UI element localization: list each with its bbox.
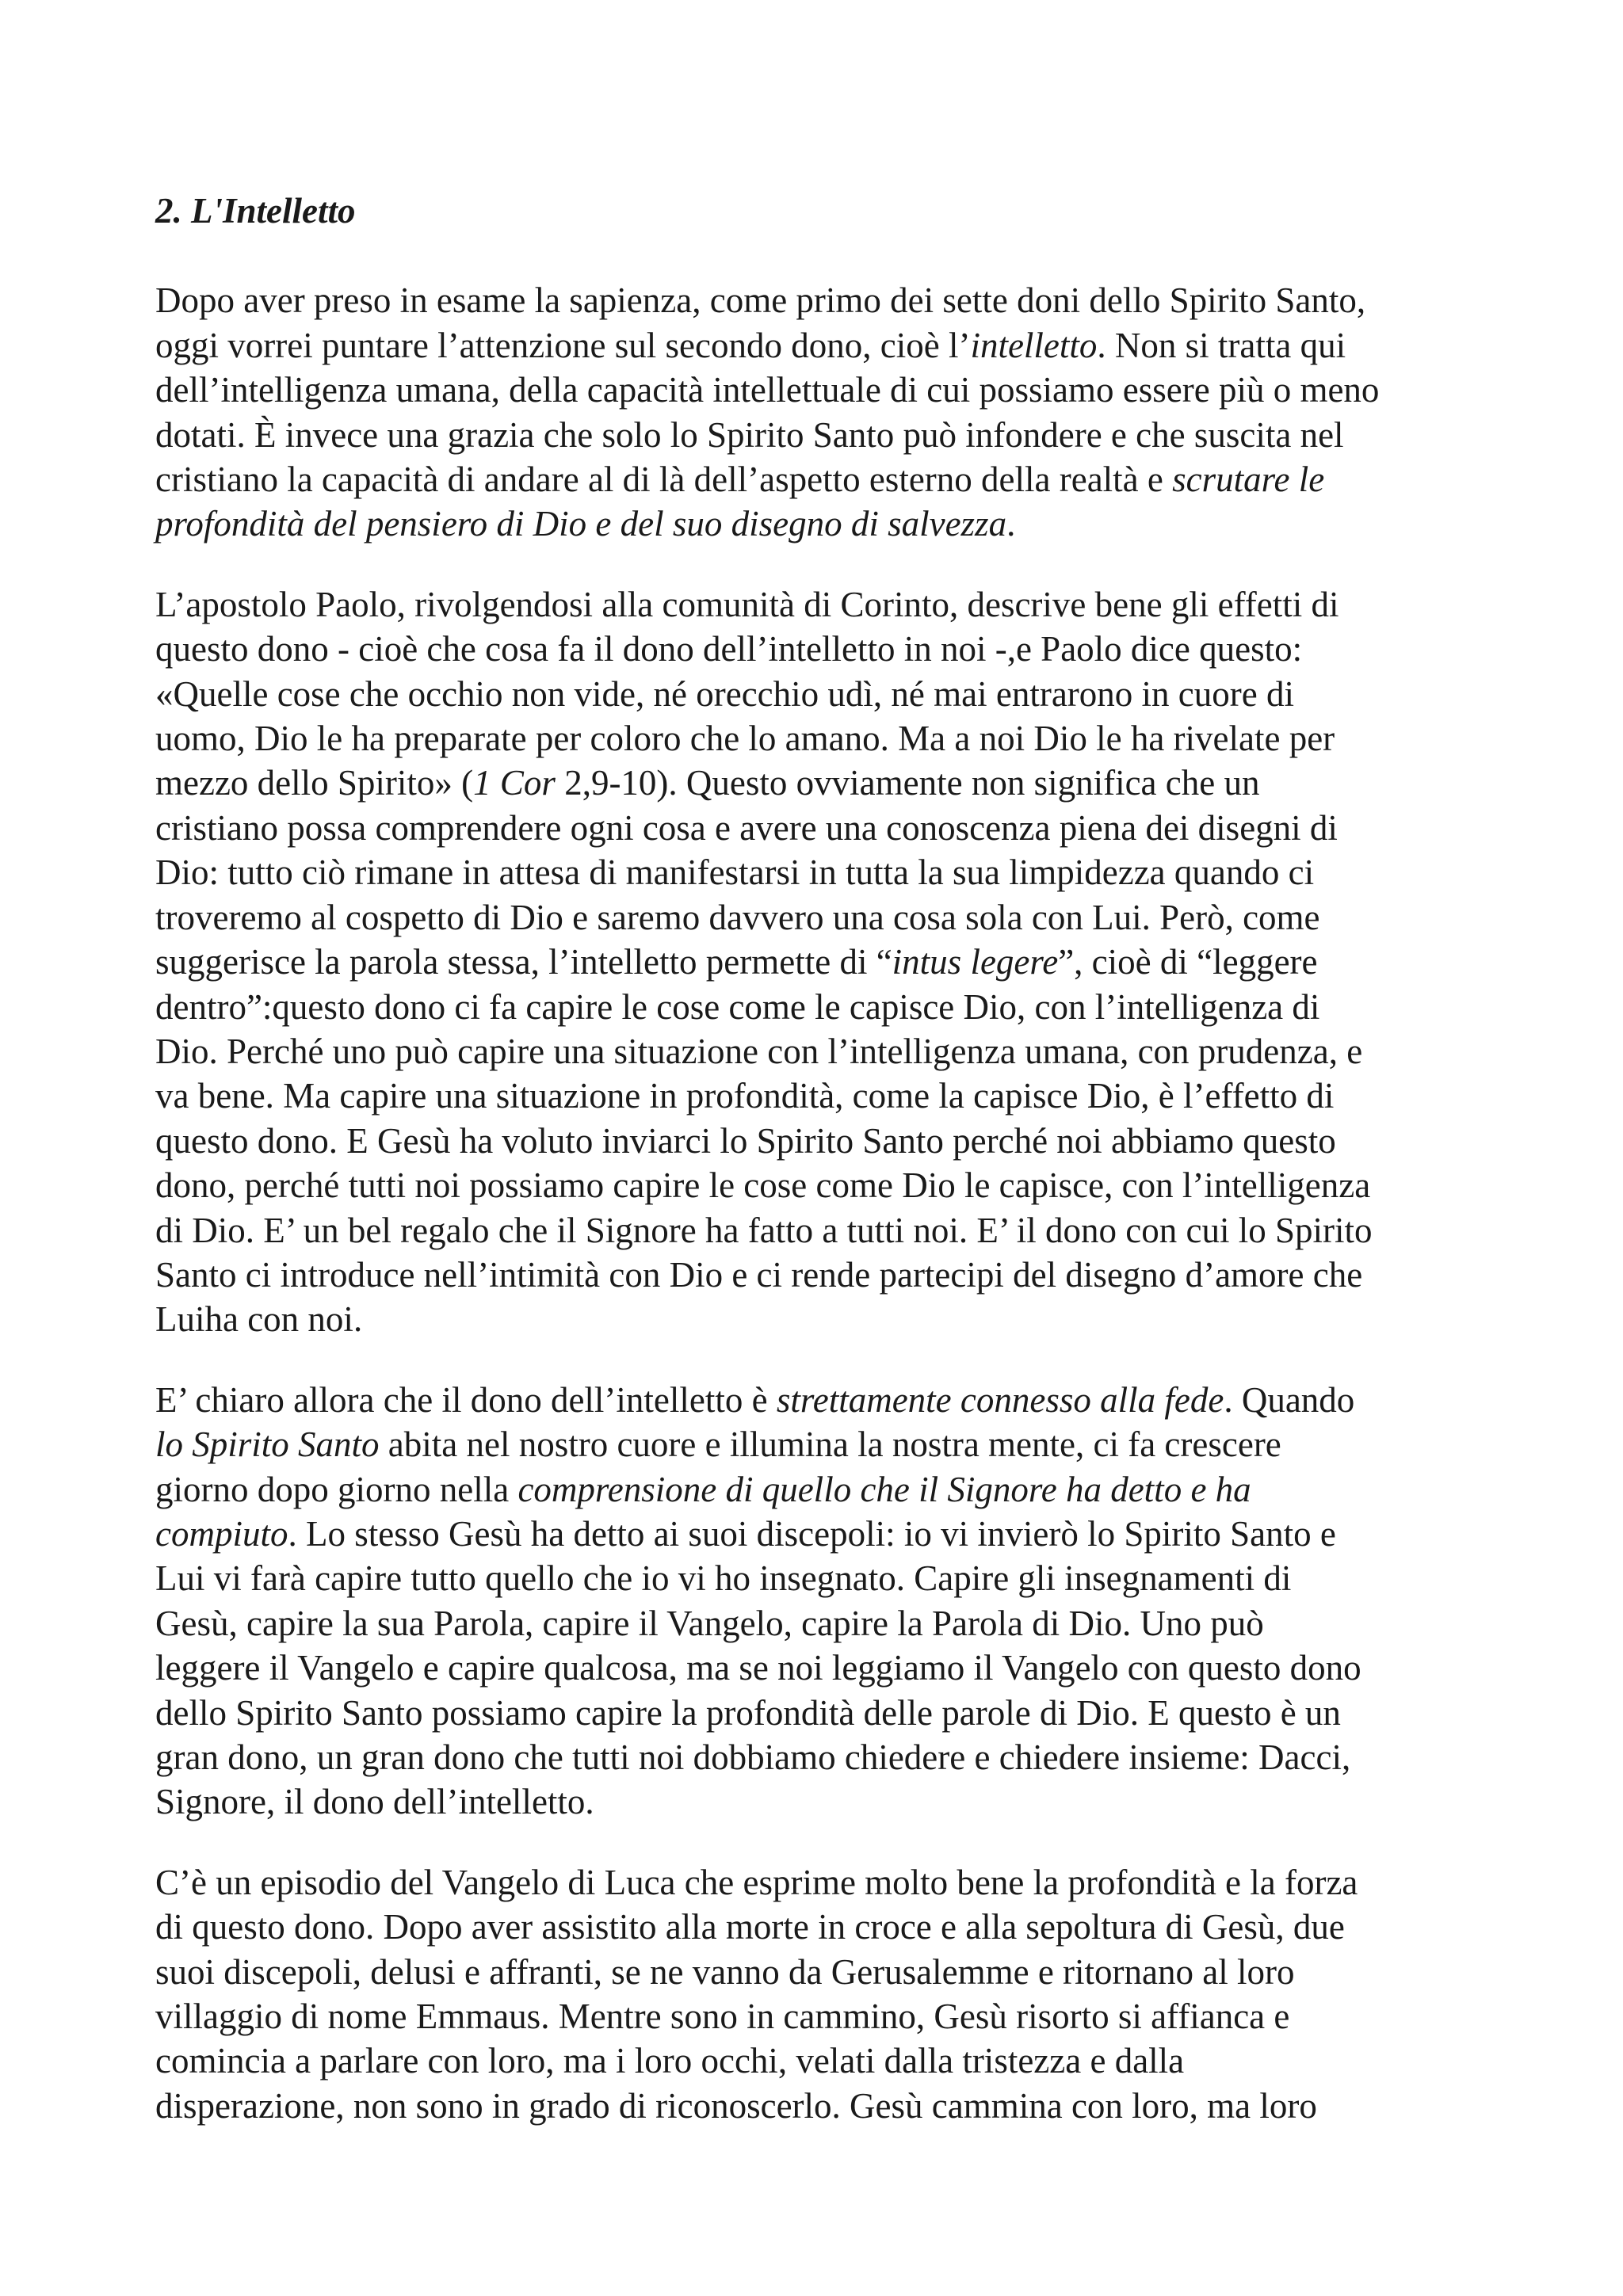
text-run: . Quando — [1224, 1379, 1355, 1420]
text-line: comincia a parlare con loro, ma i loro occhi, velati dalla tristezza e dalla — [155, 2041, 1185, 2081]
text-line: va bene. Ma capire una situazione in profondità, come la capisce Dio, è l’effetto di — [155, 1076, 1335, 1116]
text-run: abita nel nostro cuore e illumina la nostra mente, ci fa crescere — [379, 1425, 1281, 1465]
italic-phrase: compiuto — [155, 1513, 288, 1554]
text-line: dono, perché tutti noi possiamo capire le cose come Dio le capisce, con l’intelligenza — [155, 1165, 1371, 1206]
text-line: Lui vi farà capire tutto quello che io vi ho insegnato. Capire gli insegnamenti di — [155, 1558, 1292, 1599]
text-line: L’apostolo Paolo, rivolgendosi alla comunità di Corinto, descrive bene gli effetti di — [155, 584, 1339, 624]
text-line: di Dio. E’ un bel regalo che il Signore ha fatto a tutti noi. E’ il dono con cui lo Spirito — [155, 1210, 1373, 1250]
italic-phrase: strettamente connesso alla fede — [776, 1379, 1224, 1420]
text-line: gran dono, un gran dono che tutti noi dobbiamo chiedere e chiedere insieme: Dacci, — [155, 1737, 1351, 1777]
text-line — [155, 1422, 1471, 1466]
italic-citation: 1 Cor — [473, 763, 556, 803]
text-line: villaggio di nome Emmaus. Mentre sono in cammino, Gesù risorto si affianca e — [155, 1997, 1290, 2037]
paragraph-1 — [155, 278, 1471, 546]
text-run: 2,9-10). Questo ovviamente non significa che un — [555, 763, 1260, 803]
text-line: Dio. Perché uno può capire una situazione con l’intelligenza umana, con prudenza, e — [155, 1031, 1363, 1071]
text-line: Gesù, capire la sua Parola, capire il Vangelo, capire la Parola di Dio. Uno può — [155, 1603, 1264, 1643]
italic-phrase: comprensione di quello che il Signore ha detto e ha — [517, 1469, 1251, 1509]
paragraph-4 — [155, 1860, 1471, 2128]
italic-phrase: lo Spirito Santo — [155, 1425, 380, 1465]
text-line: dentro”:questo dono ci fa capire le cose come le capisce Dio, con l’intelligenza di — [155, 986, 1320, 1027]
text-line: suoi discepoli, delusi e affranti, se ne vanno da Gerusalemme e ritornano al loro — [155, 1951, 1295, 1992]
document-page — [155, 189, 1471, 2128]
paragraph-3 — [155, 1378, 1471, 1825]
text-run: E’ chiaro allora che il dono dell’intelletto è — [155, 1379, 777, 1420]
text-line: di questo dono. Dopo aver assistito alla morte in croce e alla sepoltura di Gesù, due — [155, 1907, 1345, 1947]
text-line: Santo ci introduce nell’intimità con Dio e ci rende partecipi del disegno d’amore che — [155, 1254, 1363, 1295]
text-line: C’è un episodio del Vangelo di Luca che esprime molto bene la profondità e la forza — [155, 1862, 1358, 1902]
text-line — [155, 457, 1471, 502]
text-line — [155, 940, 1471, 984]
text-line: disperazione, non sono in grado di riconoscerlo. Gesù cammina con loro, ma loro — [155, 2085, 1317, 2126]
text-line: dello Spirito Santo possiamo capire la profondità delle parole di Dio. E questo è un — [155, 1692, 1341, 1733]
text-run: . — [1006, 504, 1016, 544]
text-line: dell’intelligenza umana, della capacità intellettuale di cui possiamo essere più o meno — [155, 370, 1380, 410]
text-line: «Quelle cose che occhio non vide, né orecchio udì, né mai entrarono in cuore di — [155, 673, 1294, 714]
text-line: dotati. È invece una grazia che solo lo Spirito Santo può infondere e che suscita nel — [155, 414, 1344, 455]
text-line: questo dono. E Gesù ha voluto inviarci lo Spirito Santo perché noi abbiamo questo — [155, 1120, 1336, 1161]
text-run: . Lo stesso Gesù ha detto ai suoi discepoli: io vi invierò lo Spirito Santo e — [288, 1513, 1336, 1554]
italic-phrase: scrutare le — [1172, 460, 1325, 500]
title-spacing — [155, 233, 1471, 278]
text-line: cristiano possa comprendere ogni cosa e avere una conoscenza piena dei disegni di — [155, 807, 1338, 848]
paragraph-spacing — [155, 1342, 1471, 1378]
text-run: cristiano la capacità di andare al di là dell’aspetto esterno della realtà e — [155, 460, 1173, 500]
paragraph-2 — [155, 582, 1471, 1342]
text-run: ”, cioè di “leggere — [1058, 942, 1318, 982]
text-line: Signore, il dono dell’intelletto. — [155, 1782, 594, 1822]
text-line — [155, 1467, 1471, 1512]
text-line — [155, 323, 1471, 368]
text-run: suggerisce la parola stessa, l’intelletto permette di “ — [155, 942, 892, 982]
text-line — [155, 761, 1471, 805]
paragraph-spacing — [155, 547, 1471, 582]
italic-term: intelletto — [970, 325, 1098, 365]
text-line: Dio: tutto ciò rimane in attesa di manifestarsi in tutta la sua limpidezza quando ci — [155, 852, 1315, 893]
text-line: troveremo al cospetto di Dio e saremo davvero una cosa sola con Lui. Però, come — [155, 897, 1320, 937]
italic-term: intus legere — [892, 942, 1059, 982]
text-line: questo dono - cioè che cosa fa il dono dell’intelletto in noi -,e Paolo dice questo: — [155, 629, 1303, 669]
text-line: Dopo aver preso in esame la sapienza, come primo dei sette doni dello Spirito Santo, — [155, 280, 1366, 321]
text-line — [155, 1512, 1471, 1556]
text-line: leggere il Vangelo e capire qualcosa, ma se noi leggiamo il Vangelo con questo dono — [155, 1648, 1361, 1688]
text-line: uomo, Dio le ha preparate per coloro che lo amano. Ma a noi Dio le ha rivelate per — [155, 719, 1335, 759]
text-line: Luiha con noi. — [155, 1299, 363, 1340]
text-run: mezzo dello Spirito» ( — [155, 763, 474, 803]
paragraph-spacing — [155, 1825, 1471, 1860]
section-title: 2. L'Intelletto — [155, 191, 356, 231]
text-run: giorno dopo giorno nella — [155, 1469, 518, 1509]
text-line — [155, 502, 1471, 546]
text-run: . Non si tratta qui — [1097, 325, 1346, 365]
italic-phrase: profondità del pensiero di Dio e del suo disegno di salvezza — [155, 504, 1007, 544]
text-line — [155, 1378, 1471, 1422]
text-run: oggi vorrei puntare l’attenzione sul secondo dono, cioè l’ — [155, 325, 971, 365]
